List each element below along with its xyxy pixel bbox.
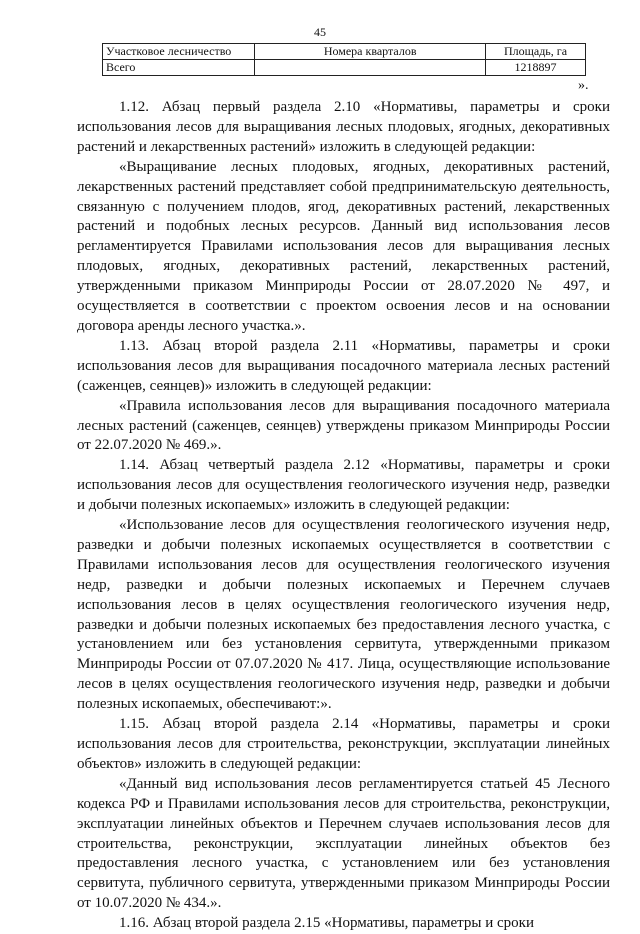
closing-quote: ». xyxy=(578,78,589,93)
paragraph: 1.15. Абзац второй раздела 2.14 «Нормативы, параметры и сроки использования лесов для строительства, реконструкции, эксплуатации линейных объектов» изложить в следующей редакции: xyxy=(77,716,610,772)
paragraph: 1.12. Абзац первый раздела 2.10 «Нормативы, параметры и сроки использования лесов для выращивания лесных плодовых, ягодных, декоративных растений и лекарственных растений» изложить в следующей редакции: xyxy=(77,99,610,155)
area-table xyxy=(102,43,586,76)
table-cell: Всего xyxy=(103,60,255,76)
document-body xyxy=(77,98,610,934)
table-cell xyxy=(255,60,486,76)
table-header-cell: Площадь, га xyxy=(485,44,585,60)
paragraph: «Использование лесов для осуществления геологического изучения недр, разведки и добычи полезных ископаемых осуществляется в соответствии с Правилами использования лесов для осуществления геологического изучения недр, разведки и добычи полезных ископаемых и Перечнем случаев использования лесов в целях осуществления геологического изучения недр, разведки и добычи полезных ископаемых без предоставления лесного участка, с установлением или без установления сервитута, утвержденными приказом Минприроды России от 07.07.2020 № 417. Лица, осуществляющие использование лесов в целях осуществления геологического изучения недр, разведки и добычи полезных ископаемых, обеспечивают:». xyxy=(77,517,610,713)
page-number: 45 xyxy=(314,25,326,39)
table-header-cell: Номера кварталов xyxy=(255,44,486,60)
table-header-row xyxy=(103,44,586,60)
paragraph: «Данный вид использования лесов регламентируется статьей 45 Лесного кодекса РФ и Правилами использования лесов для строительства, реконструкции, эксплуатации линейных объектов и Перечнем случаев использования лесов для строительства, реконструкции, эксплуатации линейных объектов без предоставления лесного участка, с установлением или без установления сервитута, публичного сервитута, утвержденными приказом Минприроды России от 10.07.2020 № 434.». xyxy=(77,775,610,912)
paragraph: 1.16. Абзац второй раздела 2.15 «Нормативы, параметры и сроки xyxy=(119,915,534,932)
table-row xyxy=(103,60,586,76)
paragraph: 1.13. Абзац второй раздела 2.11 «Нормативы, параметры и сроки использования лесов для выращивания посадочного материала лесных растений (саженцев, сеянцев)» изложить в следующей редакции: xyxy=(77,337,610,394)
paragraph: «Выращивание лесных плодовых, ягодных, декоративных растений, лекарственных растений представляет собой предпринимательскую деятельность, связанную с получением плодов, ягод, декоративных растений, лекарственных растений и подобных лесных ресурсов. Данный вид использования лесов регламентируется Правилами использования лесов для выращивания лесных плодовых, ягодных, декоративных растений, лекарственных растений, утвержденными приказом Минприроды России от 28.07.2020 № 497, и осуществляется в соответствии с проектом освоения лесов и на основании договора аренды лесного участка.». xyxy=(77,158,610,334)
paragraph: «Правила использования лесов для выращивания посадочного материала лесных растений (саженцев, сеянцев) утверждены приказом Минприроды России от 22.07.2020 № 469.». xyxy=(77,397,610,454)
table-cell: 1218897 xyxy=(485,60,585,76)
paragraph: 1.14. Абзац четвертый раздела 2.12 «Нормативы, параметры и сроки использования лесов для осуществления геологического изучения недр, разведки и добычи полезных ископаемых» изложить в следующей редакции: xyxy=(77,457,610,514)
table-header-cell: Участковое лесничество xyxy=(103,44,255,60)
